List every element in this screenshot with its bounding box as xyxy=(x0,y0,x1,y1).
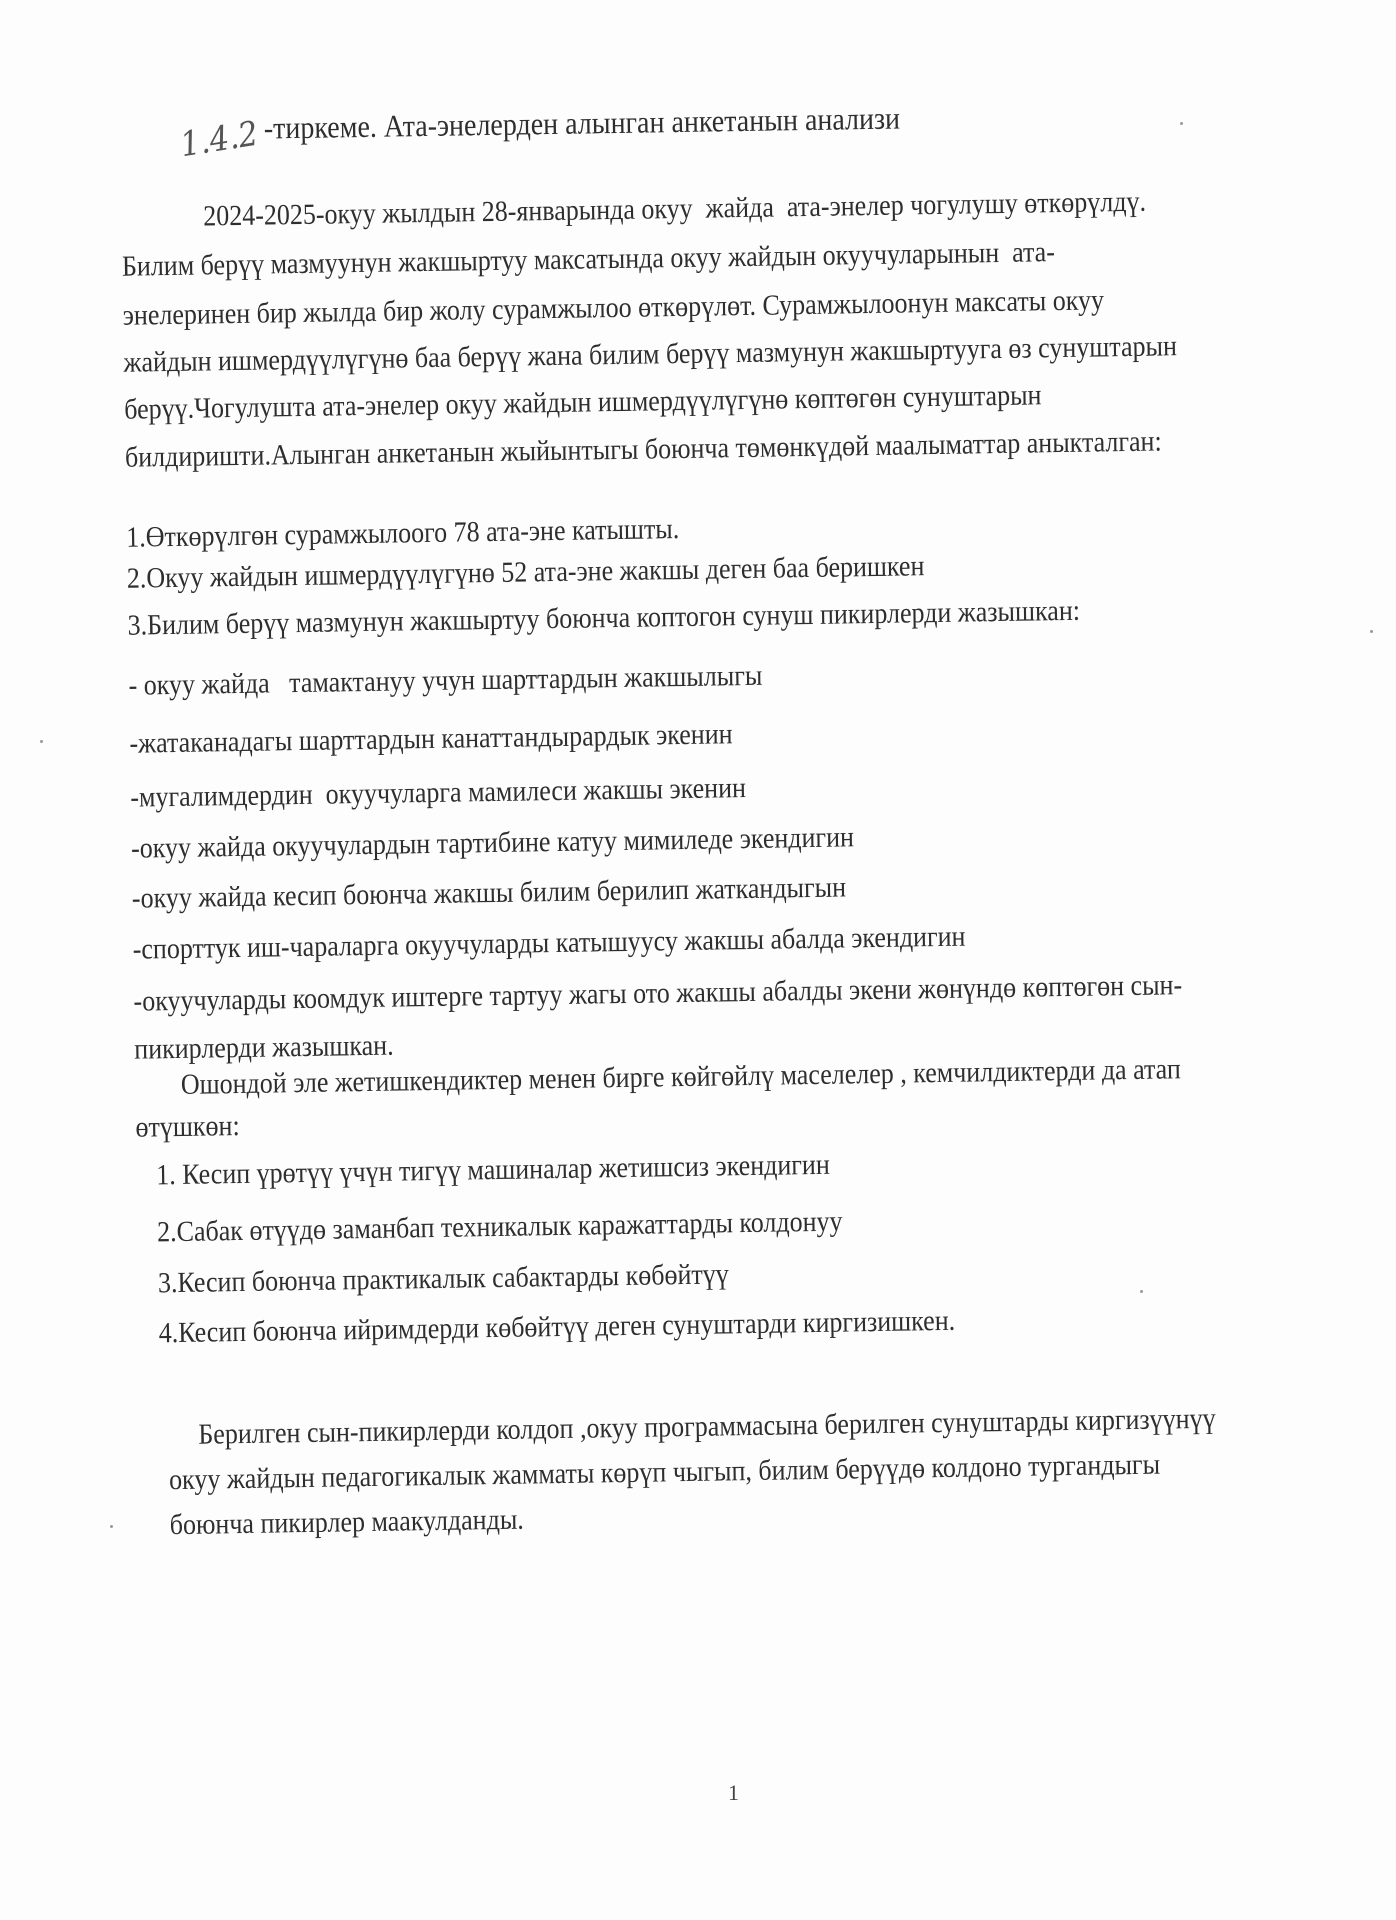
finding-item: -окуу жайда окуучулардын тартибине катуу мимиледе экендигин xyxy=(130,820,855,865)
intro-line: берүү.Чогулушта ата-энелер окуу жайдын ишмердүүлүгүнө көптөгөн сунуштарын xyxy=(123,378,1042,426)
finding-item: - окуу жайда тамактануу учун шарттардын жакшылыгы xyxy=(128,658,763,702)
finding-item: 3.Билим берүү мазмунун жакшыртуу боюнча коптогон сунуш пикирлерди жазышкан: xyxy=(127,593,1081,642)
intro-line: жайдын ишмердүүлүгүнө баа берүү жана билим берүү мазмунун жакшыртууга өз сунуштарын xyxy=(123,329,1178,379)
finding-item: -спорттук иш-чараларга окуучуларды катышуусу жакшы абалда экендигин xyxy=(132,919,966,966)
scan-speck xyxy=(1370,630,1373,633)
problem-item: 3.Кесип боюнча практикалык сабактарды көбөйтүү xyxy=(157,1257,729,1300)
finding-item: пикирлерди жазышкан. xyxy=(134,1028,394,1066)
problem-item: 2.Сабак өтүүдө заманбап техникалык каражаттарды колдонуу xyxy=(156,1204,843,1249)
finding-item: -жатаканадагы шарттардын канаттандырардык экенин xyxy=(129,717,733,760)
intro-line: Билим берүү мазмуунун жакшыртуу максатында окуу жайдын окуучуларынын ата- xyxy=(121,235,1056,283)
scan-speck xyxy=(110,1525,113,1528)
problems-intro: өтүшкөн: xyxy=(135,1109,240,1144)
finding-item: 1.Өткөрүлгөн сурамжылоого 78 ата-эне катышты. xyxy=(125,512,680,554)
finding-item: -окуу жайда кесип боюнча жакшы билим берилип жаткандыгын xyxy=(131,870,847,915)
handwritten-annex-number: 1.4.2 xyxy=(177,113,261,166)
document-title: -тиркеме. Ата-энелерден алынган анкетанын анализи xyxy=(263,101,901,147)
finding-item: -окуучуларды коомдук иштерге тартуу жагы ото жакшы абалды экени жөнүндө көптөгөн сын- xyxy=(133,968,1183,1018)
scan-speck xyxy=(1140,1290,1143,1293)
scan-speck xyxy=(1180,122,1183,125)
scan-speck xyxy=(40,740,43,743)
finding-item: 2.Окуу жайдын ишмердүүлүгүнө 52 ата-эне жакшы деген баа беришкен xyxy=(126,549,925,595)
conclusion-line: окуу жайдын педагогикалык жамматы көрүп чыгып, билим берүүдө колдоно тургандыгы xyxy=(168,1447,1161,1496)
intro-line: 2024-2025-окуу жылдын 28-январында окуу жайда ата-энелер чогулушу өткөрүлдү. xyxy=(202,184,1147,233)
conclusion-line: Берилген сын-пикирлерди колдоп ,окуу программасына берилген сунуштарды киргизүүнүү xyxy=(198,1401,1216,1451)
intro-line: энелеринен бир жылда бир жолу сурамжылоо өткөрүлөт. Сурамжылоонун максаты окуу xyxy=(122,283,1105,332)
page-number: 1 xyxy=(728,1780,739,1805)
problem-item: 1. Кесип үрөтүү үчүн тигүү машиналар жетишсиз экендигин xyxy=(155,1147,830,1192)
problem-item: 4.Кесип боюнча ийримдерди көбөйтүү деген сунуштарди киргизишкен. xyxy=(158,1304,956,1350)
finding-item: -мугалимдердин окуучуларга мамилеси жакшы экенин xyxy=(130,771,747,814)
conclusion-line: боюнча пикирлер маакулданды. xyxy=(169,1502,525,1541)
problems-intro: Ошондой эле жетишкендиктер менен бирге көйгөйлү маселелер , кемчилдиктерди да атап xyxy=(180,1052,1181,1101)
intro-line: билдиришти.Алынган анкетанын жыйынтыгы боюнча төмөнкүдөй маалыматтар аныкталган: xyxy=(124,424,1162,474)
